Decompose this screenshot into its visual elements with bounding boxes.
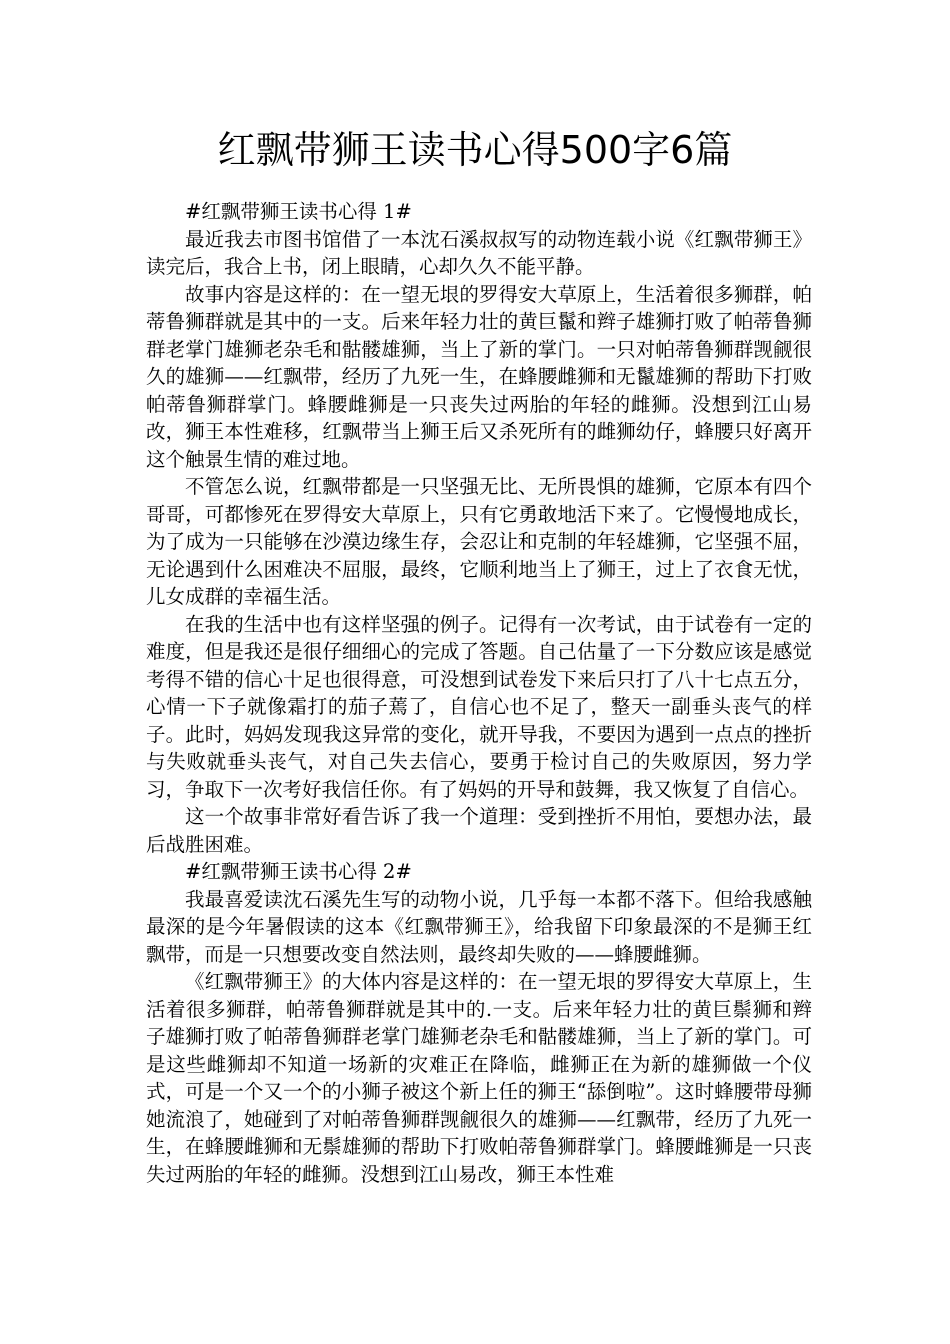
paragraph: 我最喜爱读沈石溪先生写的动物小说，几乎每一本都不落下。但给我感触最深的是今年暑假读的这本《红飘带狮王》，给我留下印象最深的不是狮王红飘带，而是一只想要改变自然法则，最终却失败的——蜂腰雌狮。 [146,887,812,966]
paragraph: 这一个故事非常好看告诉了我一个道理：受到挫折不用怕，要想办法，最后战胜困难。 [146,805,812,856]
paragraph: 在我的生活中也有这样坚强的例子。记得有一次考试，由于试卷有一定的难度，但是我还是很仔细细心的完成了答题。自己估量了一下分数应该是感觉考得不错的信心十足也很得意，可没想到试卷发下来后只打了八十七点五分，心情一下子就像霜打的茄子蔫了，自信心也不足了，整天一副垂头丧气的样子。此时，妈妈发现我这异常的变化，就开导我，不要因为遇到一点点的挫折与失败就垂头丧气，对自己失去信心，要勇于检讨自己的失败原因，努力学习，争取下一次考好我信任你。有了妈妈的开导和鼓舞，我又恢复了自信心。 [146,612,812,801]
paragraph: 故事内容是这样的：在一望无垠的罗得安大草原上，生活着很多狮群，帕蒂鲁狮群就是其中的一支。后来年轻力壮的黄巨鬣和辫子雄狮打败了帕蒂鲁狮群老掌门雄狮老杂毛和骷髅雄狮，当上了新的掌门。一只对帕蒂鲁狮群觊觎很久的雄狮——红飘带，经历了九死一生，在蜂腰雌狮和无鬣雄狮的帮助下打败帕蒂鲁狮群掌门。蜂腰雌狮是一只丧失过两胎的年轻的雌狮。没想到江山易改，狮王本性难移，红飘带当上狮王后又杀死所有的雌狮幼仔，蜂腰只好离开这个触景生情的难过地。 [146,282,812,471]
document-body [146,198,812,1188]
section-heading-1: #红飘带狮王读书心得 1# [185,200,412,223]
paragraph: 最近我去市图书馆借了一本沈石溪叔叔写的动物连载小说《红飘带狮王》读完后，我合上书，闭上眼睛，心却久久不能平静。 [146,227,812,278]
paragraph: 《红飘带狮王》的大体内容是这样的：在一望无垠的罗得安大草原上，生活着很多狮群，帕蒂鲁狮群就是其中的.一支。后来年轻力壮的黄巨鬃狮和辫子雄狮打败了帕蒂鲁狮群老掌门雄狮老杂毛和骷髅雄狮，当上了新的掌门。可是这些雌狮却不知道一场新的灾难正在降临，雌狮正在为新的雄狮做一个仪式，可是一个又一个的小狮子被这个新上任的狮王“舔倒啦”。这时蜂腰带母狮她流浪了，她碰到了对帕蒂鲁狮群觊觎很久的雄狮——红飘带，经历了九死一生，在蜂腰雌狮和无鬃雄狮的帮助下打败帕蒂鲁狮群掌门。蜂腰雌狮是一只丧失过两胎的年轻的雌狮。没想到江山易改，狮王本性难 [146,970,812,1186]
document-title: 红飘带狮王读书心得500字6篇 [217,128,733,172]
section-heading-2: #红飘带狮王读书心得 2# [185,860,412,883]
paragraph: 不管怎么说，红飘带都是一只坚强无比、无所畏惧的雄狮，它原本有四个哥哥，可都惨死在罗得安大草原上，只有它勇敢地活下来了。它慢慢地成长，为了成为一只能够在沙漠边缘生存，会忍让和克制的年轻雄狮，它坚强不屈，无论遇到什么困难决不屈服，最终，它顺利地当上了狮王，过上了衣食无忧，儿女成群的幸福生活。 [146,475,812,608]
